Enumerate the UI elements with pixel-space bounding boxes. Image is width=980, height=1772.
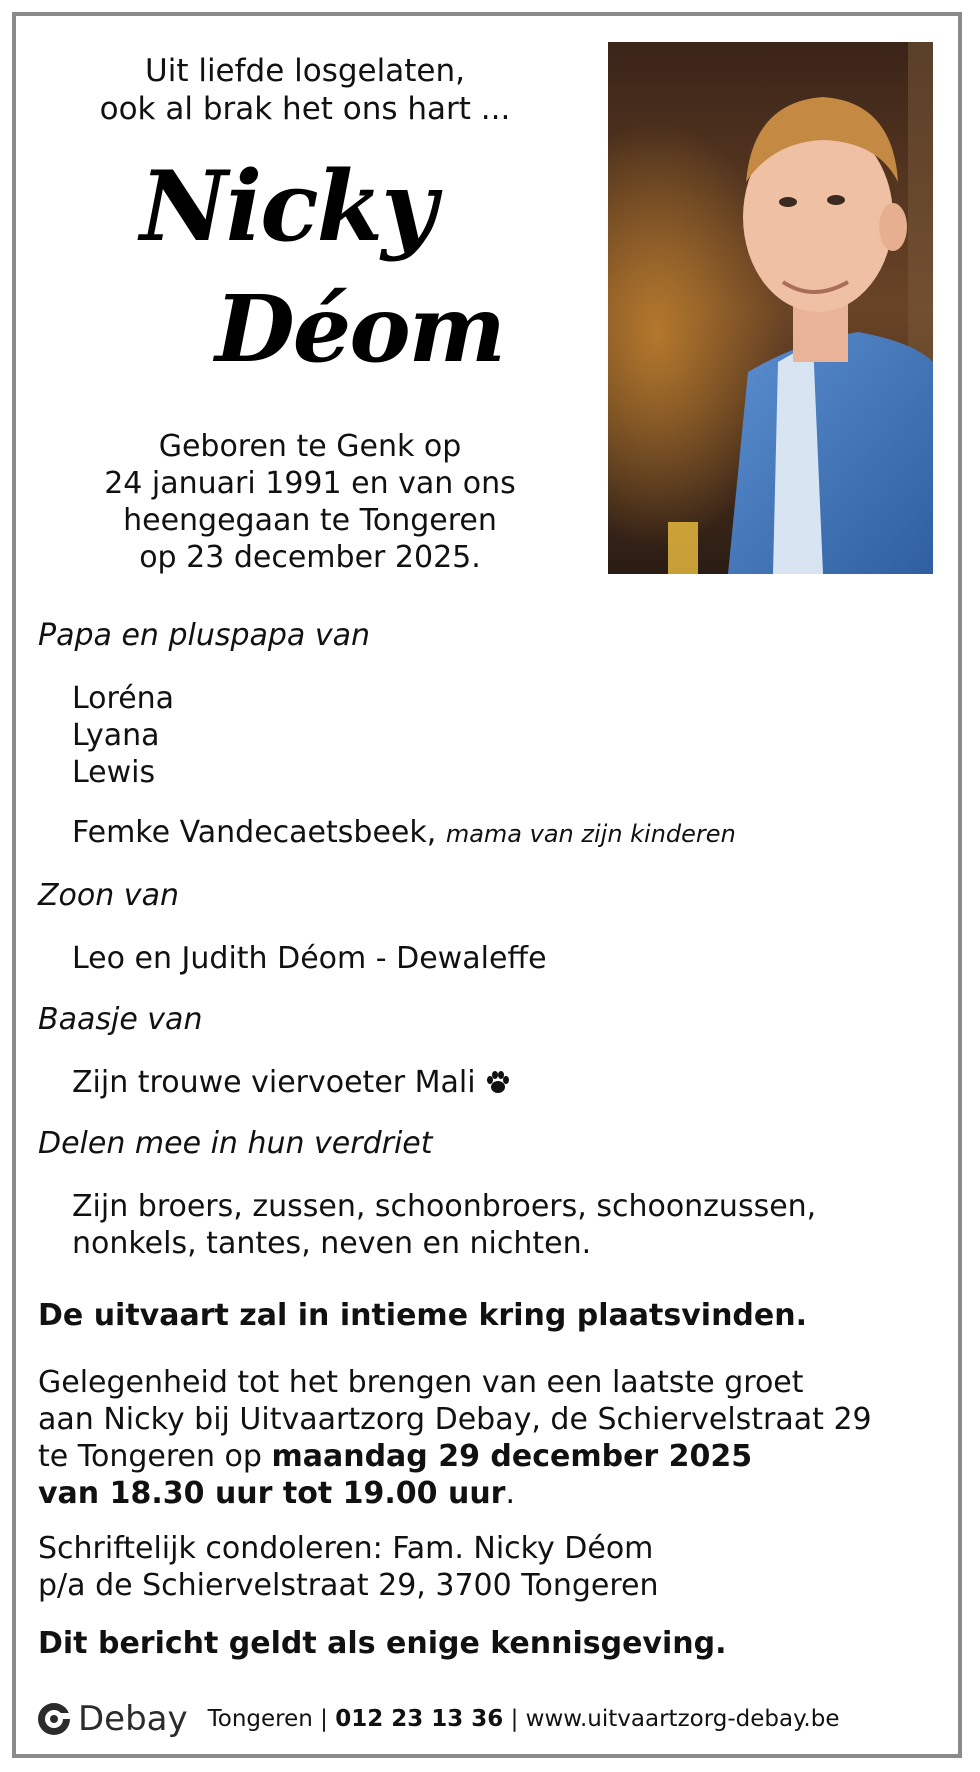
partner-name: Femke Vandecaetsbeek, [72, 815, 437, 850]
condolence-line: p/a de Schiervelstraat 29, 3700 Tongeren [38, 1568, 659, 1603]
visit-date: maandag 29 december 2025 [271, 1439, 753, 1474]
visit-line: aan Nicky bij Uitvaartzorg Debay, de Schiervelstraat 29 [38, 1402, 872, 1437]
intro-quote [80, 52, 530, 128]
visit-line: Gelegenheid tot het brengen van een laatste groet [38, 1365, 804, 1400]
parents-line: Leo en Judith Déom - Dewaleffe [72, 941, 547, 976]
birth-death-text [80, 428, 540, 576]
footer-phone[interactable]: 012 23 13 36 [335, 1706, 504, 1732]
paw-icon [485, 1069, 511, 1095]
visit-time: van 18.30 uur tot 19.00 uur [38, 1476, 506, 1511]
family-line: nonkels, tantes, neven en nichten. [72, 1226, 592, 1261]
child-name: Lewis [72, 755, 156, 790]
last-name: Déom [215, 275, 505, 383]
visit-paragraph [38, 1364, 872, 1512]
intro-line: Uit liefde losgelaten, [145, 53, 465, 89]
owner-title: Baasje van [38, 1002, 203, 1037]
son-title: Zoon van [38, 878, 179, 913]
debay-logo-icon [36, 1701, 72, 1737]
child-name: Loréna [72, 681, 175, 716]
condolence-paragraph [38, 1530, 659, 1604]
birth-line: Geboren te Genk op [158, 429, 462, 464]
visit-line [38, 1438, 872, 1475]
portrait-photo [608, 42, 933, 574]
visit-text: te Tongeren op [38, 1439, 272, 1474]
birth-line: 24 januari 1991 en van ons [104, 466, 516, 501]
family-line: Zijn broers, zussen, schoonbroers, schoonzussen, [72, 1189, 817, 1224]
footer-website-link[interactable]: www.uitvaartzorg-debay.be [525, 1706, 840, 1732]
logo-text: Debay [78, 1699, 188, 1739]
birth-line: heengegaan te Tongeren [123, 503, 497, 538]
notice-line: Dit bericht geldt als enige kennisgeving. [38, 1626, 727, 1661]
birth-line: op 23 december 2025. [139, 540, 481, 575]
funeral-note: De uitvaart zal in intieme kring plaatsvinden. [38, 1298, 807, 1333]
pet-text: Zijn trouwe viervoeter Mali [72, 1065, 476, 1100]
share-title: Delen mee in hun verdriet [38, 1126, 433, 1161]
condolence-line: Schriftelijk condoleren: Fam. Nicky Déom [38, 1531, 654, 1566]
footer-city: Tongeren [207, 1706, 313, 1732]
child-name: Lyana [72, 718, 160, 753]
footer-separator: | [312, 1706, 336, 1732]
visit-line [38, 1475, 872, 1512]
footer-separator: | [503, 1706, 526, 1732]
intro-line: ook al brak het ons hart ... [99, 91, 511, 127]
partner-line [72, 814, 736, 853]
footer [36, 1696, 936, 1742]
children-list [72, 680, 174, 791]
visit-text: . [505, 1476, 516, 1511]
papa-title: Papa en pluspapa van [38, 618, 371, 653]
first-name: Nicky [140, 150, 435, 263]
partner-note: mama van zijn kinderen [445, 820, 736, 848]
pet-line [72, 1064, 511, 1101]
family-list [72, 1188, 816, 1262]
